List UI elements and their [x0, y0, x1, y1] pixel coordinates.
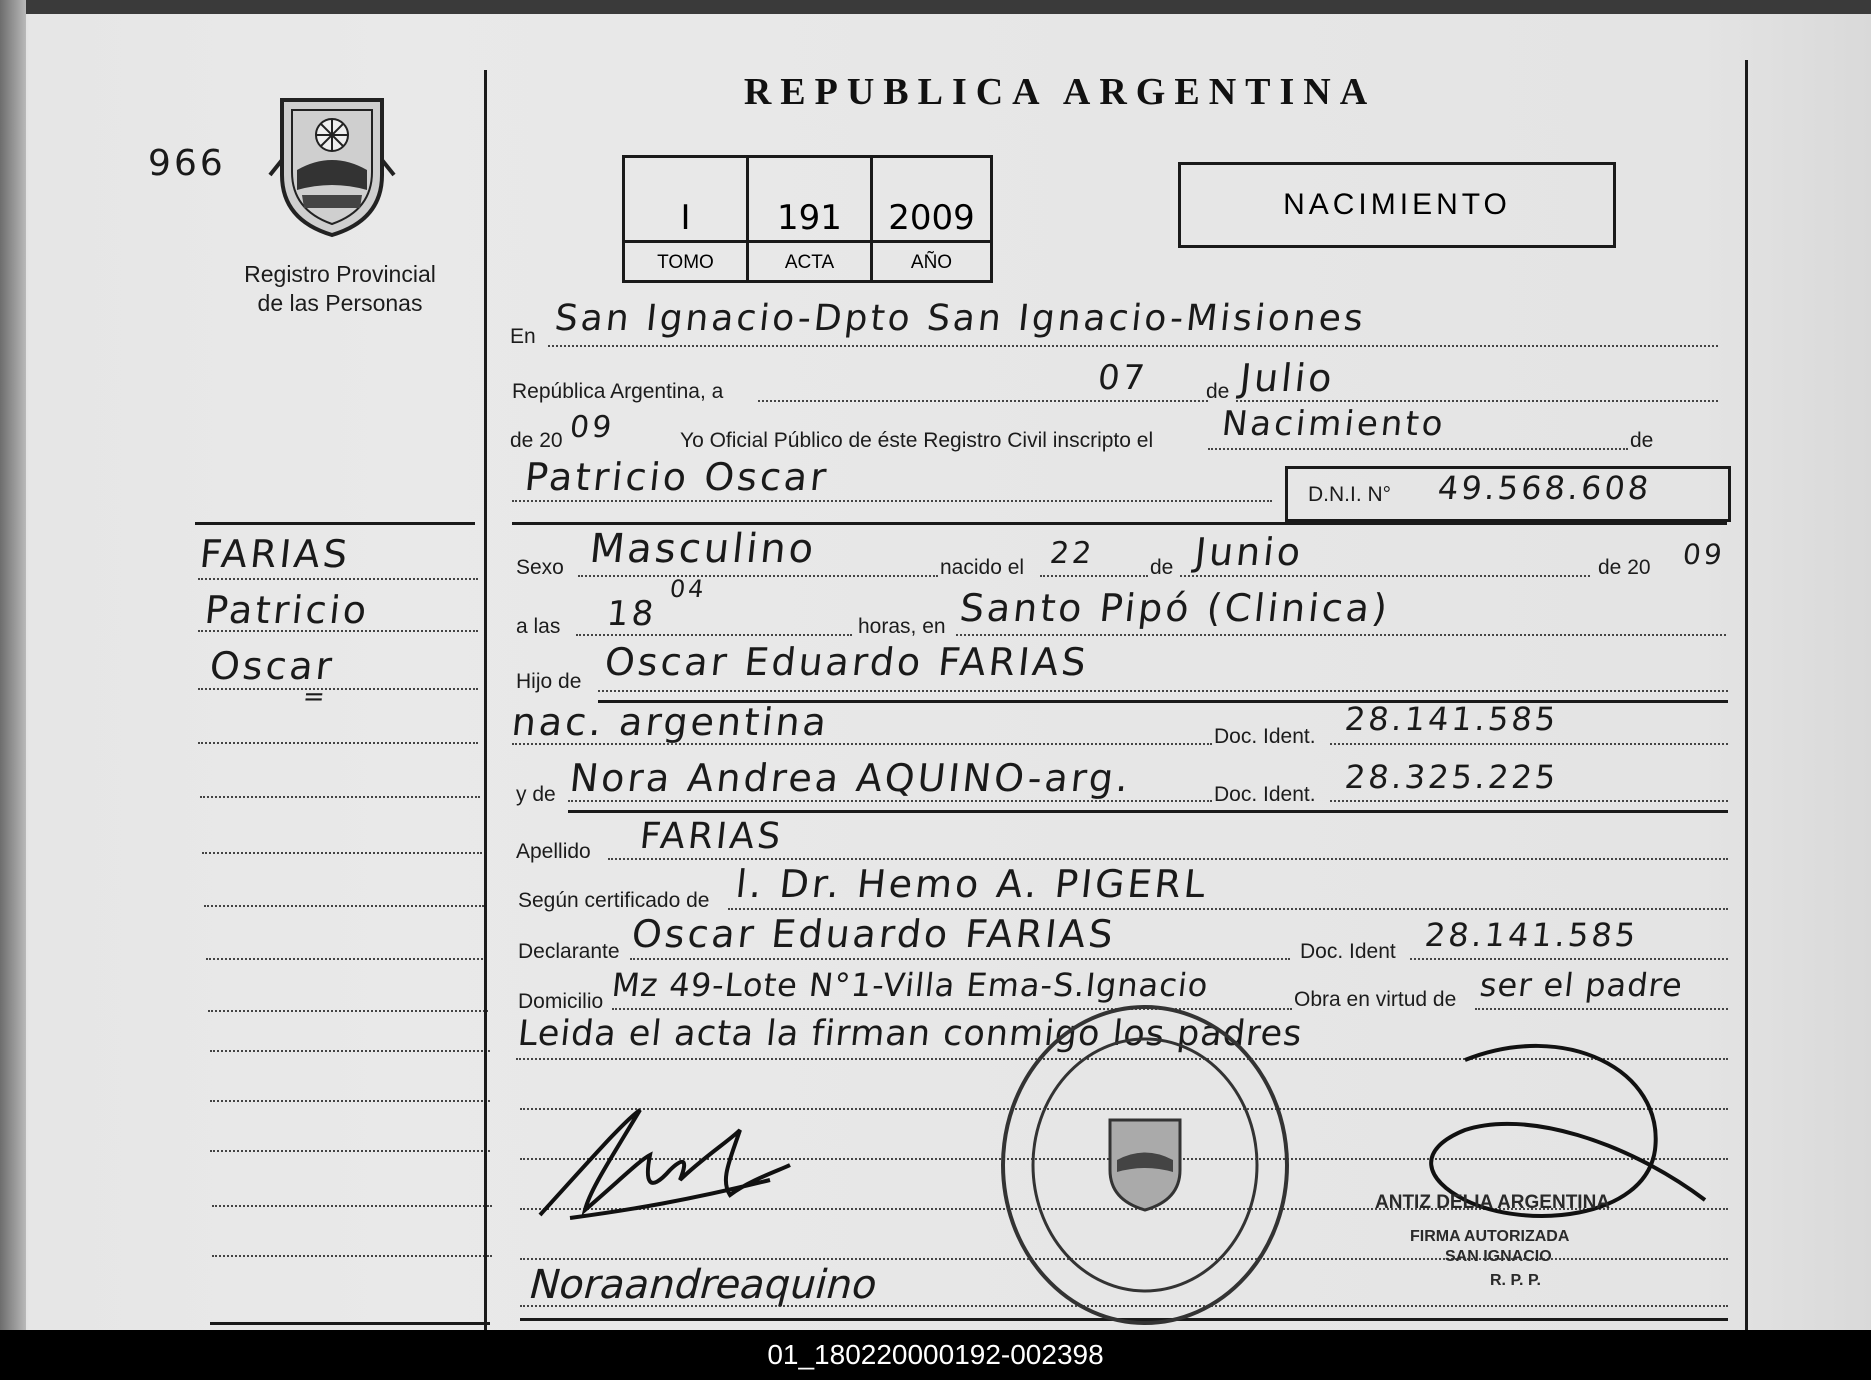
declarante-line — [630, 958, 1290, 960]
margin-line — [204, 905, 484, 907]
leida-value: Leida el acta la firman conmigo los padres — [515, 1014, 1305, 1054]
provincial-seal-icon — [262, 80, 402, 240]
anio-cell — [873, 158, 990, 280]
year-prefix-label: de 20 — [510, 429, 563, 452]
month-value: Julio — [1237, 356, 1337, 400]
oficial-label: Yo Oficial Público de éste Registro Civil inscripto el — [680, 429, 1154, 452]
lugar-value: Santo Pipó (Clinica) — [957, 586, 1393, 630]
margin-line — [208, 1010, 488, 1012]
nacido-day-line — [1040, 575, 1148, 577]
margin-line — [210, 1150, 490, 1152]
padre-doc-line — [1330, 743, 1728, 745]
margin-line — [198, 688, 478, 690]
margin-line — [198, 742, 478, 744]
yde-label: y de — [516, 783, 556, 806]
docident2-label: Doc. Ident — [1300, 940, 1396, 963]
sexo-label: Sexo — [516, 556, 564, 579]
de3-label: de — [1150, 556, 1174, 579]
tomo-label: TOMO — [657, 252, 714, 273]
margin-bottom-rule — [210, 1322, 490, 1325]
scan-left-edge — [0, 0, 26, 1330]
margin-line — [202, 852, 482, 854]
nacido-label: nacido el — [940, 556, 1025, 579]
day-value: 07 — [1095, 358, 1150, 398]
frame-right-line — [1745, 60, 1748, 1330]
declarante-doc-line — [1410, 958, 1728, 960]
obra-value: ser el padre — [1478, 966, 1685, 1004]
domicilio-label: Domicilio — [518, 990, 604, 1013]
registry-name — [200, 260, 480, 318]
dni-value: 49.568.608 — [1436, 469, 1654, 507]
de4-label: de 20 — [1598, 556, 1651, 579]
en-line — [548, 345, 1718, 347]
apellido-line — [608, 858, 1728, 860]
padre-value: Oscar Eduardo FARIAS — [602, 640, 1091, 684]
margin-number: 996 — [145, 140, 223, 181]
margin-line — [212, 1255, 492, 1257]
domicilio-value: Mz 49-Lote N°1-Villa Ema-S.Ignacio — [610, 966, 1211, 1004]
en-label: En — [510, 325, 536, 348]
dni-label: D.N.I. N° — [1308, 483, 1392, 506]
tomo-value: I — [680, 198, 691, 238]
margin-mark: = — [301, 682, 330, 712]
frame-left-line — [484, 70, 487, 1330]
margin-surname: FARIAS — [197, 532, 353, 576]
tomo-cell — [625, 158, 749, 280]
stamp-line2: FIRMA AUTORIZADA — [1410, 1228, 1570, 1245]
margin-second-name: Oscar — [207, 644, 337, 688]
nacido-month: Junio — [1192, 530, 1306, 574]
margin-line — [212, 1205, 492, 1207]
acta-cell — [749, 158, 873, 280]
hora-line — [576, 634, 852, 636]
de-label: de — [1206, 380, 1230, 403]
apellido-label: Apellido — [516, 840, 591, 863]
record-type-box: NACIMIENTO — [1178, 162, 1616, 248]
declarante-label: Declarante — [518, 940, 620, 963]
acta-label: ACTA — [784, 252, 835, 273]
page-title: REPUBLICA ARGENTINA — [743, 71, 1377, 113]
madre-value: Nora Andrea AQUINO-arg. — [567, 756, 1134, 800]
name-value: Patricio Oscar — [522, 455, 832, 499]
nacido-month-line — [1180, 575, 1590, 577]
sexo-line — [578, 575, 938, 577]
margin-top-rule — [195, 522, 475, 525]
acta-value: 191 — [777, 198, 842, 238]
scan-top-edge — [0, 0, 1871, 14]
segun-value: l. Dr. Hemo A. PIGERL — [733, 862, 1211, 906]
month-line — [1236, 400, 1718, 402]
horas-label: horas, en — [858, 615, 946, 638]
registry-name-line2: de las Personas — [257, 290, 423, 316]
image-caption: 01_180220000192-002398 — [0, 1330, 1871, 1380]
lugar-line — [956, 634, 1726, 636]
dni-box — [1285, 466, 1731, 522]
declarante-value: Oscar Eduardo FARIAS — [629, 912, 1118, 956]
segun-label: Según certificado de — [518, 889, 710, 912]
alas-label: a las — [516, 615, 561, 638]
inscripto-value: Nacimiento — [1219, 404, 1448, 444]
republica-line — [758, 400, 1208, 402]
name-line — [512, 500, 1272, 502]
margin-line — [210, 1050, 490, 1052]
stamp-line3: SAN IGNACIO — [1445, 1248, 1552, 1265]
official-round-stamp — [995, 1000, 1295, 1330]
inscripto-line — [1208, 448, 1628, 450]
madre-line — [568, 800, 1212, 802]
year-value: 09 — [568, 410, 617, 445]
min-value: 04 — [668, 575, 709, 603]
segun-line — [728, 908, 1728, 910]
stamp-line1: ANTIZ DELIA ARGENTINA — [1375, 1192, 1611, 1213]
margin-line — [198, 578, 478, 580]
nacido-day: 22 — [1048, 536, 1097, 571]
stamp-line4: R. P. P. — [1490, 1272, 1541, 1289]
hora-value: 18 — [604, 594, 659, 634]
padre-nac-value: nac. argentina — [509, 700, 832, 744]
margin-first-name: Patricio — [202, 588, 372, 632]
registry-name-line1: Registro Provincial — [244, 261, 436, 287]
madre-doc-line — [1330, 800, 1728, 802]
obra-line — [1475, 1008, 1728, 1010]
docident-label: Doc. Ident. — [1214, 725, 1316, 748]
record-table — [622, 155, 993, 283]
mother-signature: Noraandreaquino — [524, 1262, 883, 1308]
padre-doc: 28.141.585 — [1343, 700, 1561, 738]
margin-line — [206, 958, 486, 960]
padre-line — [598, 690, 1728, 692]
margin-line — [200, 796, 480, 798]
obra-label: Obra en virtud de — [1294, 988, 1457, 1011]
sexo-value: Masculino — [587, 526, 819, 572]
apellido-value: FARIAS — [637, 816, 786, 857]
republica-label: República Argentina, a — [512, 380, 724, 403]
officer-signature — [530, 1100, 810, 1230]
nacido-year: 09 — [1681, 538, 1727, 571]
director-signature — [1405, 1030, 1735, 1250]
docident-label-2: Doc. Ident. — [1214, 783, 1316, 806]
section-rule — [512, 522, 1727, 525]
record-table-divider — [625, 240, 990, 243]
hijo-label: Hijo de — [516, 670, 582, 693]
madre-doc: 28.325.225 — [1343, 758, 1561, 796]
declarante-doc: 28.141.585 — [1423, 916, 1641, 954]
madre-rule — [568, 810, 1728, 813]
en-value: San Ignacio-Dpto San Ignacio-Misiones — [552, 298, 1368, 339]
anio-value: 2009 — [888, 198, 975, 238]
de2-label: de — [1630, 429, 1654, 452]
anio-label: AÑO — [910, 252, 953, 273]
margin-line — [210, 1100, 490, 1102]
